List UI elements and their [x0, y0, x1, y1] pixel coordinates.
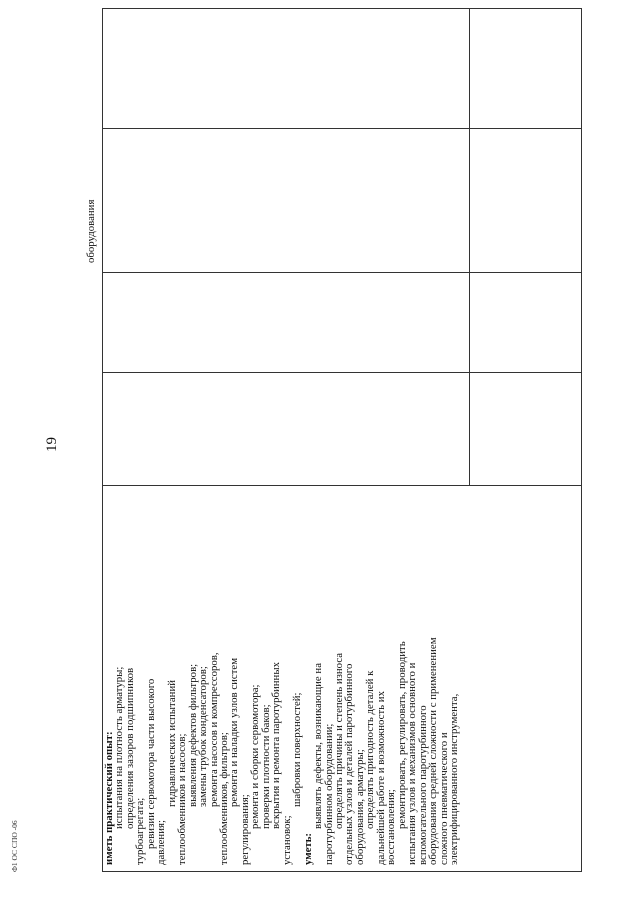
- text-line: дальнейшей работе и возможность их: [374, 691, 387, 865]
- column-divider: [103, 128, 581, 129]
- text-line: определять причины и степень износа: [332, 652, 345, 829]
- page-number: 19: [44, 437, 60, 452]
- text-line: иметь практический опыт:: [103, 731, 115, 865]
- text-line: гидравлических испытаний: [165, 680, 178, 807]
- text-line: вскрытия и ремонта паротурбинных: [270, 662, 283, 829]
- text-line: определять пригодность деталей к: [364, 670, 377, 829]
- text-line: ремонта насосов и компрессоров,: [207, 652, 220, 807]
- text-line: теплообменников, фильтров;: [217, 732, 230, 865]
- column-1-cell: [104, 490, 574, 865]
- text-line: уметь:: [301, 832, 314, 865]
- text-line: регулирования;: [238, 794, 251, 865]
- text-line: ревизии сервомотора части высокого: [144, 678, 157, 849]
- column-1-text: [104, 490, 574, 865]
- text-line: определения зазоров подшипников: [123, 667, 136, 829]
- text-line: оборудования средней сложности с применением: [427, 637, 440, 865]
- text-line: восстановления;: [385, 789, 398, 865]
- text-line: испытания узлов и механизмов основного и: [406, 662, 419, 865]
- text-line: установок;: [280, 815, 293, 865]
- text-line: шабровки поверхностей;: [291, 692, 304, 807]
- text-line: отдельных узлов и деталей паротурбинного: [343, 663, 356, 865]
- text-line: проверки плотности баков;: [259, 704, 272, 829]
- text-line: паротурбинном оборудовании;: [322, 723, 335, 865]
- text-line: ремонтировать, регулировать, проводить: [395, 641, 408, 829]
- text-line: оборудования, арматуры;: [353, 749, 366, 865]
- column-divider: [103, 485, 581, 486]
- form-code: Ф1 ОС СПО -06: [10, 820, 19, 872]
- text-line: вспомогательного паротурбинного: [416, 705, 429, 865]
- text-line: ремонта и наладки узлов систем: [228, 657, 241, 807]
- text-line: замены трубок конденсаторов;: [197, 666, 210, 807]
- competency-table: [85, 8, 582, 872]
- text-line: сложного пневматического и: [437, 732, 450, 865]
- text-line: электрифицированного инструмента,: [447, 693, 460, 865]
- column-4-cell: [85, 63, 105, 263]
- text-line: выявлять дефекты, возникающие на: [312, 663, 325, 829]
- text-line: ремонта и сборки сервомотора;: [249, 684, 262, 829]
- text-line: давления;: [155, 820, 168, 865]
- text-line: испытания на плотность арматуры;: [113, 666, 126, 829]
- row-divider: [469, 9, 470, 485]
- text-line: теплообменников и насосов;: [176, 733, 189, 865]
- column-4-text: оборудования: [85, 199, 97, 263]
- text-line: выявления дефектов фильтров;: [186, 663, 199, 807]
- column-divider: [103, 372, 581, 373]
- text-line: турбоагрегата;: [134, 797, 147, 865]
- column-divider: [103, 272, 581, 273]
